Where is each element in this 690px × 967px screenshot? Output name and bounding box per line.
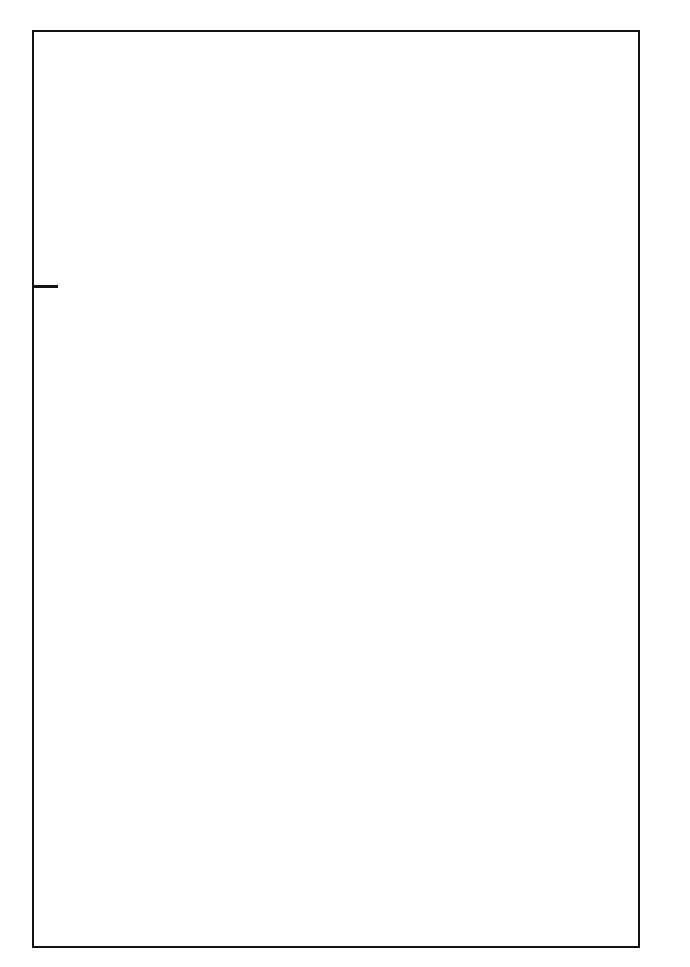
- margin-divider: [32, 285, 58, 288]
- page-border: [32, 30, 640, 948]
